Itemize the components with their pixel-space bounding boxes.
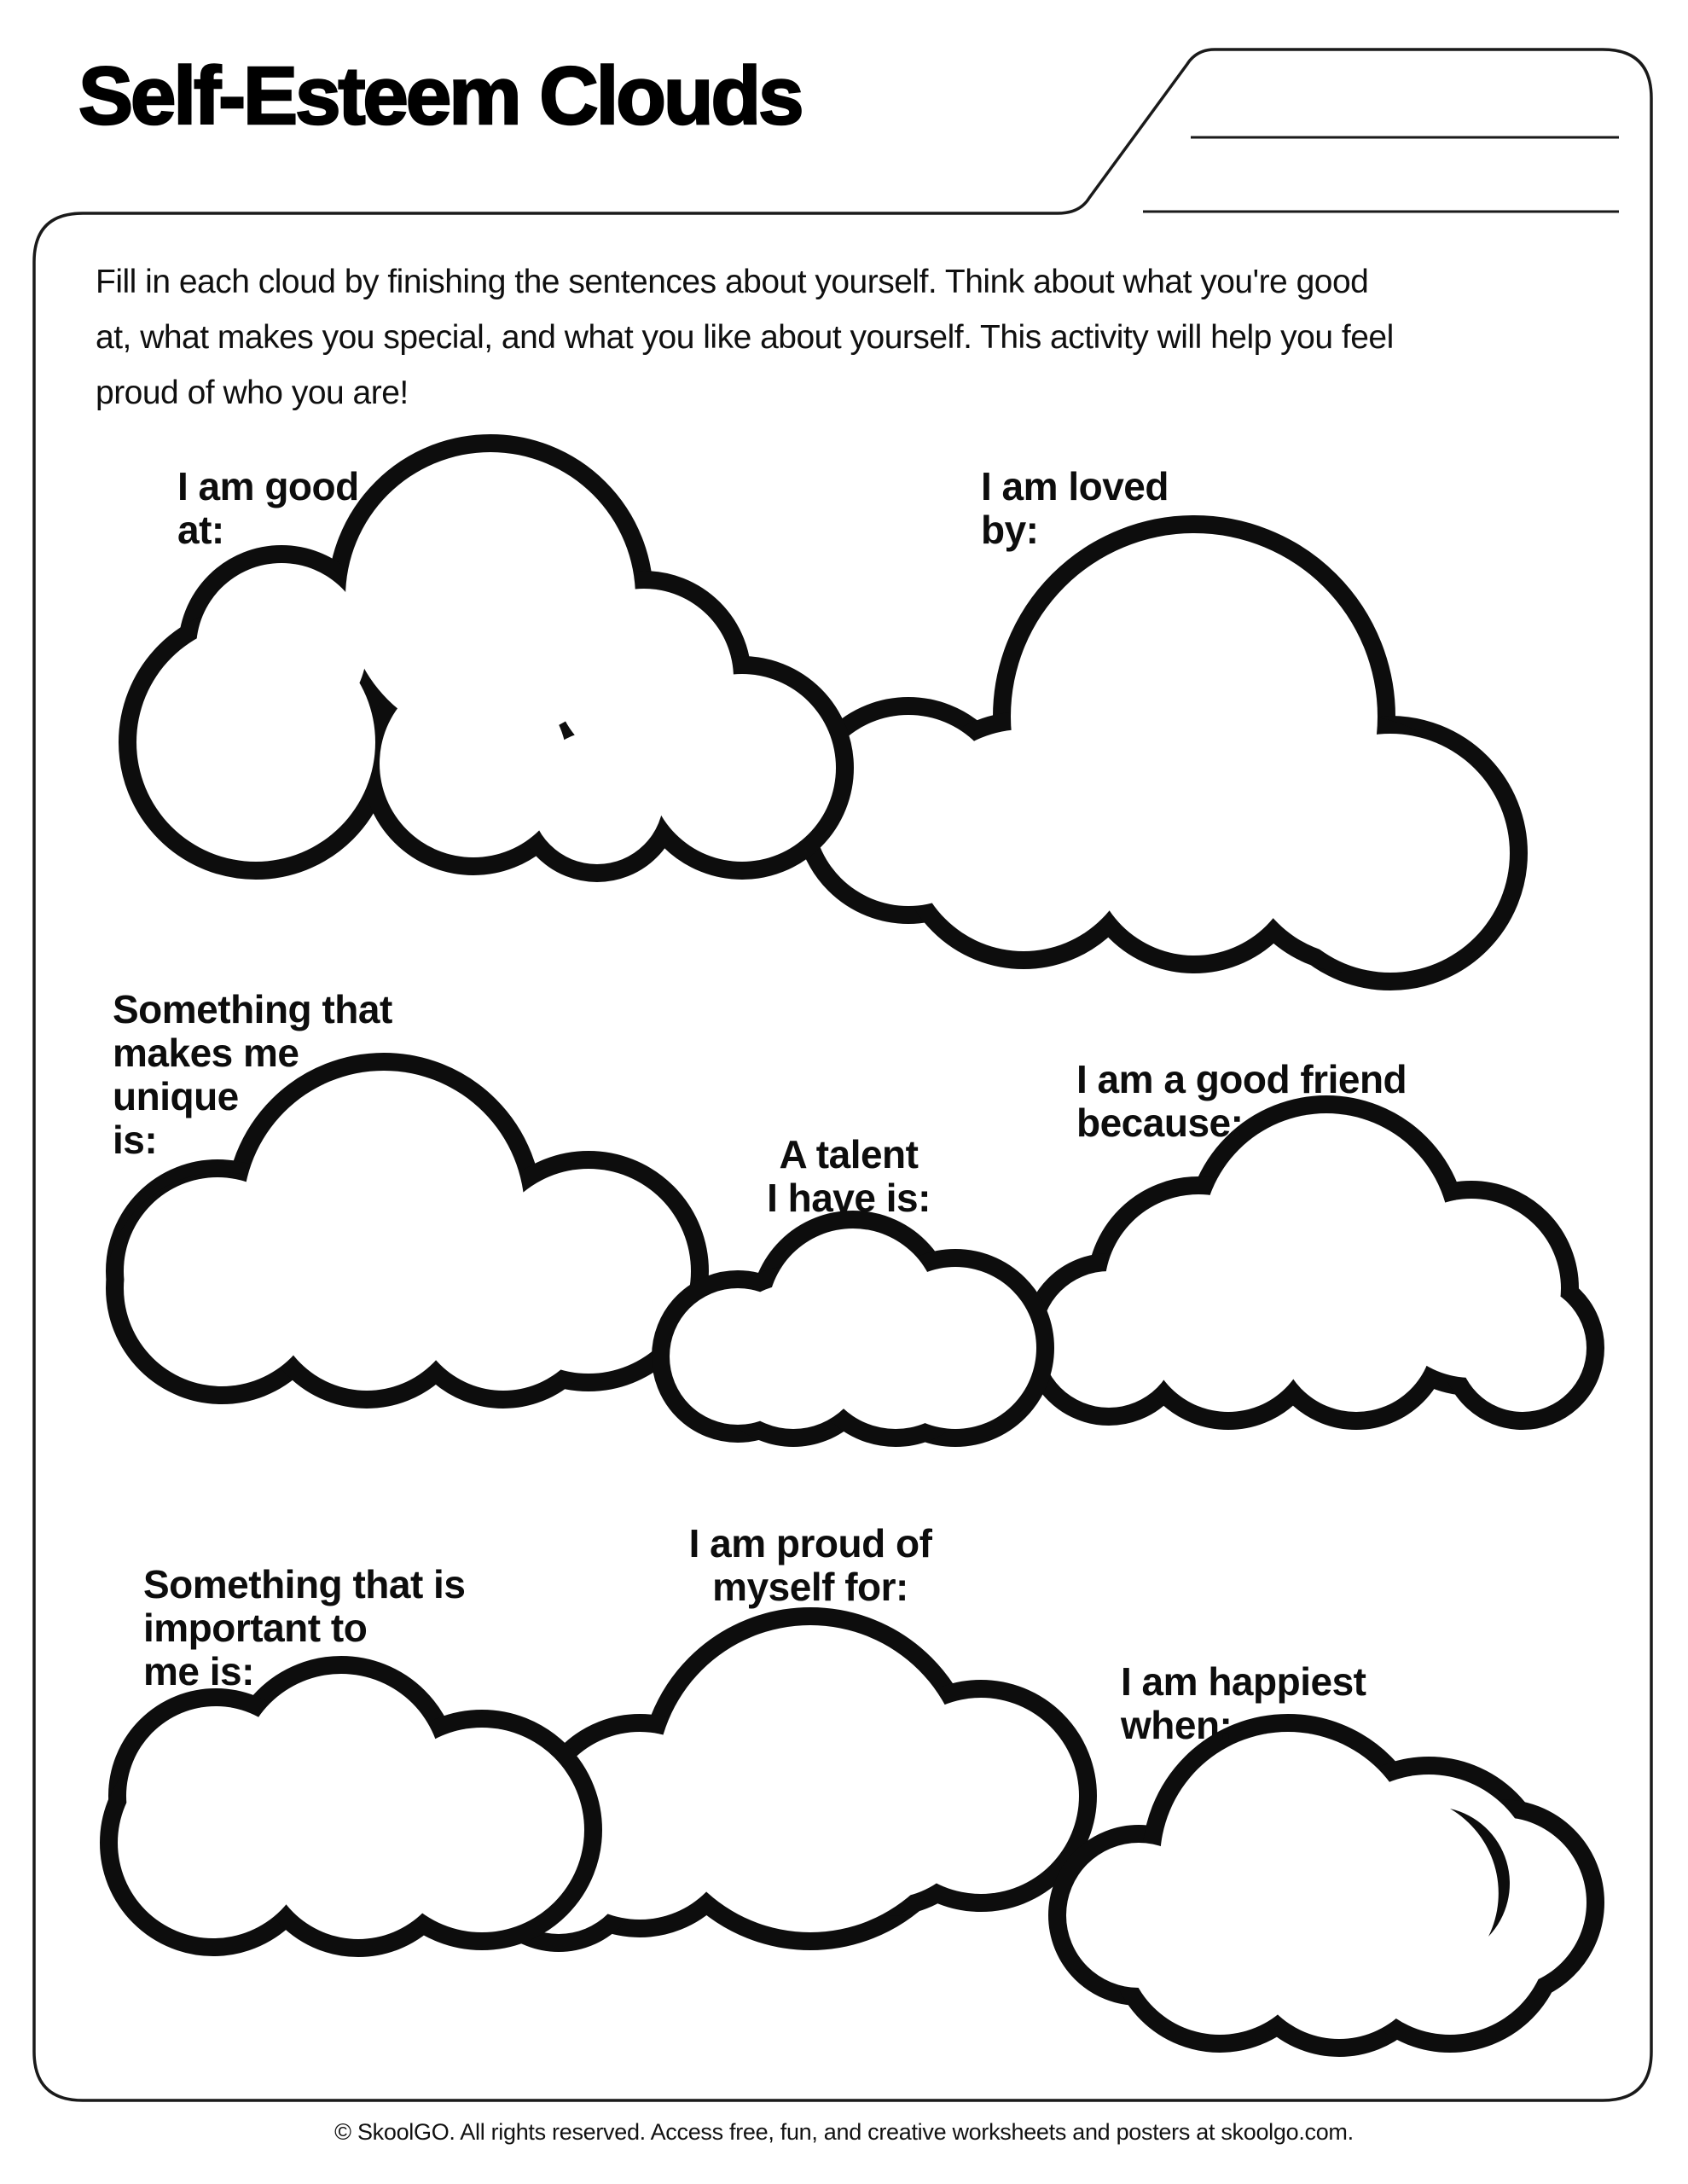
- label-line: me is:: [143, 1649, 254, 1693]
- label-line: important to: [143, 1606, 368, 1650]
- cloud-bump: [414, 1211, 593, 1391]
- cloud-talent[interactable]: [670, 1228, 1036, 1429]
- cloud-good-friend[interactable]: [1041, 1113, 1586, 1412]
- cloud-label-good-at: [177, 465, 359, 552]
- label-line: unique: [113, 1074, 239, 1118]
- cloud-bump: [1245, 734, 1467, 956]
- cloud-bump: [136, 623, 375, 862]
- instructions: [96, 254, 1394, 421]
- label-line: I am loved: [981, 464, 1169, 508]
- cloud-label-happiest: [1121, 1660, 1366, 1747]
- cloud-label-talent: [767, 1133, 931, 1220]
- label-line: at:: [177, 508, 224, 552]
- instructions-line: at, what makes you special, and what you like about yourself. This activity will help you feel: [96, 319, 1394, 356]
- label-line: I am good: [177, 464, 359, 508]
- cloud-happiest[interactable]: [1066, 1732, 1586, 2039]
- label-line: myself for:: [712, 1565, 908, 1609]
- label-line: makes me: [113, 1031, 299, 1075]
- instructions-line: Fill in each cloud by finishing the sentences about yourself. Think about what you're good: [96, 264, 1369, 300]
- cloud-bump: [1459, 1284, 1586, 1412]
- cloud-label-important: [143, 1563, 465, 1693]
- label-line: A talent: [779, 1132, 919, 1176]
- label-line: Something that is: [143, 1562, 466, 1606]
- cloud-bump: [648, 674, 836, 862]
- label-line: by:: [981, 508, 1039, 552]
- cloud-bump: [380, 1728, 584, 1932]
- cloud-label-loved-by: [981, 465, 1169, 552]
- cloud-label-proud: [689, 1522, 932, 1609]
- label-line: I am happiest: [1121, 1659, 1366, 1704]
- page-title: Self-Esteem Clouds: [78, 50, 802, 142]
- cloud-label-unique: [113, 988, 392, 1162]
- footer-text: © SkoolGO. All rights reserved. Access free, fun, and creative worksheets and posters at skoolgo.com.: [334, 2119, 1354, 2145]
- cloud-bump: [1279, 1258, 1433, 1412]
- label-line: I am proud of: [688, 1521, 932, 1565]
- instructions-line: proud of who you are!: [96, 375, 409, 411]
- label-line: because:: [1076, 1101, 1244, 1145]
- cloud-bump: [531, 731, 664, 864]
- label-line: I have is:: [767, 1176, 931, 1220]
- label-line: is:: [113, 1118, 158, 1162]
- cloud-bump: [819, 1275, 972, 1429]
- clouds-layer: [118, 452, 1586, 2039]
- label-line: I am a good friend: [1076, 1057, 1407, 1101]
- label-line: Something that: [113, 987, 392, 1031]
- cloud-label-good-friend: [1076, 1058, 1407, 1145]
- cloud-loved-by[interactable]: [813, 533, 1510, 973]
- cloud-bump: [883, 1698, 1079, 1894]
- cloud-important[interactable]: [118, 1674, 584, 1939]
- label-line: when:: [1121, 1703, 1233, 1747]
